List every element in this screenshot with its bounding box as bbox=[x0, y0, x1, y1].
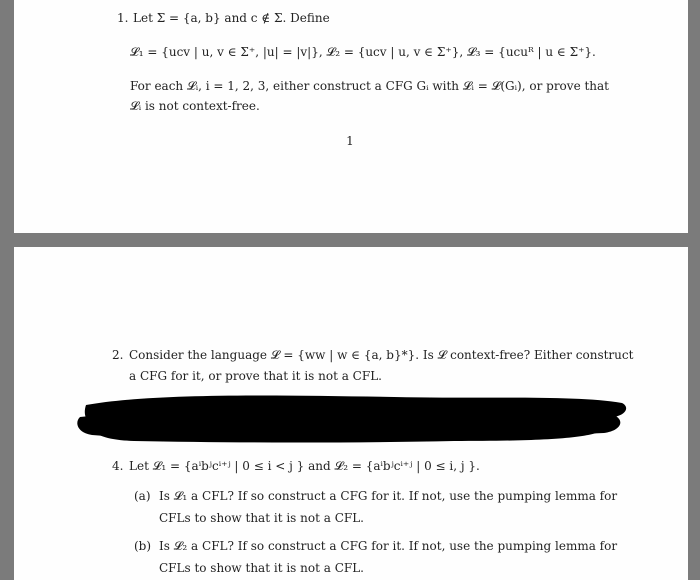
problem-4b-line1: Is 𝓛₂ a CFL? If so construct a CFG for it. If not, use the pumping lemma for bbox=[159, 539, 618, 553]
document-page-1 bbox=[14, 0, 688, 233]
document-page-2 bbox=[14, 247, 688, 580]
problem-4-intro: Let 𝓛₁ = {aⁱbʲcⁱ⁺ʲ | 0 ≤ i < j } and 𝓛₂ = {aⁱbʲcⁱ⁺ʲ | 0 ≤ i, j }. bbox=[129, 459, 480, 473]
problem-1-definitions: 𝓛₁ = {ucv | u, v ∈ Σ⁺, |u| = |v|}, 𝓛₂ = {ucv | u, v ∈ Σ⁺}, 𝓛₃ = {ucuᴿ | u ∈ Σ⁺}. bbox=[130, 45, 596, 59]
problem-4b-line2: CFLs to show that it is not a CFL. bbox=[159, 561, 364, 575]
redaction-mark bbox=[74, 387, 634, 445]
problem-2-line2: a CFG for it, or prove that it is not a CFL. bbox=[129, 369, 382, 383]
problem-4b-label: (b) bbox=[134, 539, 152, 553]
problem-4a-line2: CFLs to show that it is not a CFL. bbox=[159, 511, 364, 525]
problem-4-number: 4. bbox=[112, 459, 124, 473]
page-number: 1 bbox=[346, 134, 354, 148]
problem-1-task-line1: For each 𝓛ᵢ, i = 1, 2, 3, either construct a CFG Gᵢ with 𝓛ᵢ = 𝓛(Gᵢ), or prove that bbox=[130, 79, 610, 93]
problem-1-number: 1. bbox=[117, 11, 129, 25]
problem-1-task-line2: 𝓛ᵢ is not context-free. bbox=[130, 99, 260, 113]
problem-1-intro: Let Σ = {a, b} and c ∉ Σ. Define bbox=[133, 11, 330, 25]
problem-2-number: 2. bbox=[112, 348, 124, 362]
problem-4a-line1: Is 𝓛₁ a CFL? If so construct a CFG for it. If not, use the pumping lemma for bbox=[159, 489, 618, 503]
problem-4a-label: (a) bbox=[134, 489, 151, 503]
problem-2-line1: Consider the language 𝓛 = {ww | w ∈ {a, b}*}. Is 𝓛 context-free? Either construct bbox=[129, 348, 634, 362]
